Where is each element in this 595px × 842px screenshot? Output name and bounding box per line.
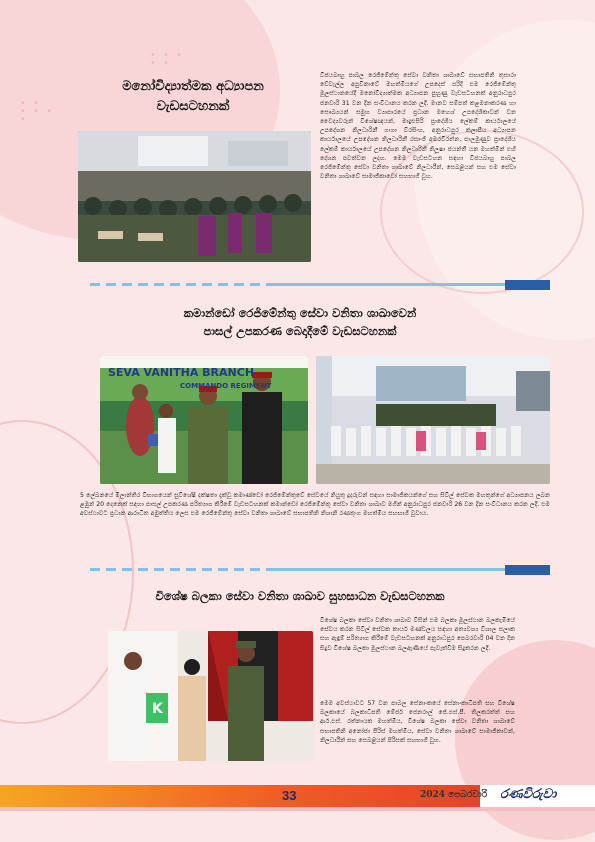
issue-date: 2024 පෙබරවාරි (420, 790, 488, 800)
divider-dashes (90, 568, 275, 571)
school-supplies-handover-photo (100, 356, 308, 484)
section1-body: විජයබාහු පාබල රෙජිමේන්තු සේවා වනිතා ශාඛාවේ සභාපතිනි තුසාරා වේවැල්ල අපුවිනාවේ මහත්මියගේ උපදෙස් පරිදි එම රෙජිමේන්තු මූලස්ථානයේදී මනෝවිද්‍යාත්මක අධ්‍යාපන පුහුණු වැඩසටහනක් අනුරාධපුර ජනවාරි 31 වන දින සංවිධානය කරන ලදී. මානව සම්පත් කළමනාකරණ හා සෞඛ්‍යයන් සමුහ ව්‍යාපාරයේ ප්‍රධාන මහෙශ් උපදේශිකාවන් වන වෛද්‍යවරුන් විශේෂඥයන්, මාදුළුසිරි ප්‍රාදේශීය ලේකම් කාර්යාලයේ උපදේශන නිලධාරිනී ගංගා විරසිංහ, අනුරාධපුර කලාපීය අධ්‍යාපන කාර්යාලයේ උපදේශන නිලධාරිනී රසාංජි අමරවිරත්න, පාලමුණුව ප්‍රාදේශීය ලේකම් කාර්යාලයේ උපදේශන නිලධාරිනී නිලූෂා ජයන්තී යන මහත්මීන් එහි දේශන පවත්වන ලදහ. මෙම වැඩසටහන සඳහා විජයබාහු පාබල රෙජිමේන්තු සේවා වනිතා ශාඛාවේ නිලධාරීන්, සෙබළියන් සහ එම සේවා වනිතා ශාඛාවේ සාමාජිකාවෝ සහභාගී වූහ. (320, 72, 516, 181)
seminar-audience-photo (78, 131, 311, 262)
students-group-photo (316, 356, 550, 484)
section3-body1: විශේෂ බලකා සේවා වනිතා ශාඛාව විසින් එම බලකා මූලස්ථාන බලකැමියේ සේවය කරන සිවිල් සේවක කාර්ය මණ්ඩලය සඳහා අත්‍යවශ්‍ය විශාල සලාක සහ ඇඳුම් පරිත්‍යාග කිරීමේ වැඩසටහනක් අනුරාධපුර පෙබරවාරි 04 වන දින සිදුව විශේෂ බලකා මූලස්ථාන බලඇණියේ පැවැත්වීම සිදුකරන ලදී. (320, 617, 515, 652)
divider-line (275, 283, 505, 286)
decorative-dots-icon: • • • • • (150, 50, 185, 69)
bag-logo-text: K (152, 701, 163, 717)
section2-title (140, 304, 460, 340)
divider-dashes (90, 283, 275, 286)
welfare-handover-photo (108, 631, 313, 761)
footer-stripe (0, 807, 595, 811)
section1-title-line1: මනෝවිද්‍යාත්මක අධ්‍යාපන (122, 79, 264, 94)
section2-body: 5 ලේඛනයේ මිලාන්තිර විභාගයෙන් සුවිශේෂි දක්ෂතා දැක්වූ කමාණ්ඩෝ රෙජිමේන්තුවේ සේවයේ නියුතු දූදරුවන් සඳහා සාමාජිකයන්ගේ සහ සිවිල් සේවක මහතුන්ගේ අධ්‍යාපනය ලබන ළමුන් 20 දෙනෙක් සඳහා පාසල් උපකරණ පරිත්‍යාග කිරීමේ වැඩසටහනක් කමාන්ඩෝ රෙජිමේන්තු සේවා වනිතා ශාඛාව මගින් අනුරාධපුර ජනවාරි 26 වන දින සංවිධානය කරන ලදී. එම අවස්ථාවට ප්‍රධාන ආරාධිත අමුත්තිය ලෙස එම රෙජිමේන්තු සේවා වනිතා ශාඛාවේ සභාපතිනි නිශානි රණතුංග මහත්මිය සහභාගී වූවාය. (80, 492, 550, 518)
banner-text: SEVA VANITHA BRANCH (108, 366, 255, 379)
banner-text-line2: COMMANDO REGIMENT (180, 382, 272, 390)
divider-block (505, 280, 550, 290)
section-divider (0, 565, 595, 575)
section1-title-line2: වැඩසටහනක් (156, 99, 230, 114)
divider-block (505, 565, 550, 575)
footer-bar (0, 785, 480, 807)
decorative-dots-icon: • • • • • • (20, 98, 55, 125)
section3-title: විශේෂ බලකා සේවා වනිතා ශාඛාව සුහසාධන වැඩසටහනක (155, 589, 445, 603)
divider-line (275, 568, 505, 571)
section3-body2: මෙම අවස්ථාවට 57 වන පාබල සේනාංකයේ සේනාංකාධිපති සහ විශේෂ බලකායේ බලකාධිපති මේජර් ජෙනරාල් ජේ.එස්.පී. තිලකරත්ත් සහ ආර්.එස්. රත්නායක මහත්මිය, විශේෂ බලකා සේවා වනිතා ශාඛාවේ සභාපතිනි අනෝජා පීරිස් මහත්මිය, සේවා වනිතා ශාඛාවේ සාමාජිකාවන්, නිලධාරීන් සහ සෙබළියන් පිරිසක් සහභාගී වූහ. (320, 700, 515, 744)
magazine-name: රණවිරුවා (500, 787, 557, 802)
section-divider (0, 280, 595, 290)
section2-title-line2: පාසල් උපකරණ බෙදාදීමේ වැඩසටහනක් (203, 324, 397, 338)
page-footer (0, 785, 595, 807)
section1-title (88, 77, 298, 117)
section2-title-line1: කමාන්ඩෝ රෙජිමේන්තු සේවා වනිතා ශාඛාවෙන් (183, 306, 417, 320)
page-number: 33 (282, 788, 297, 803)
